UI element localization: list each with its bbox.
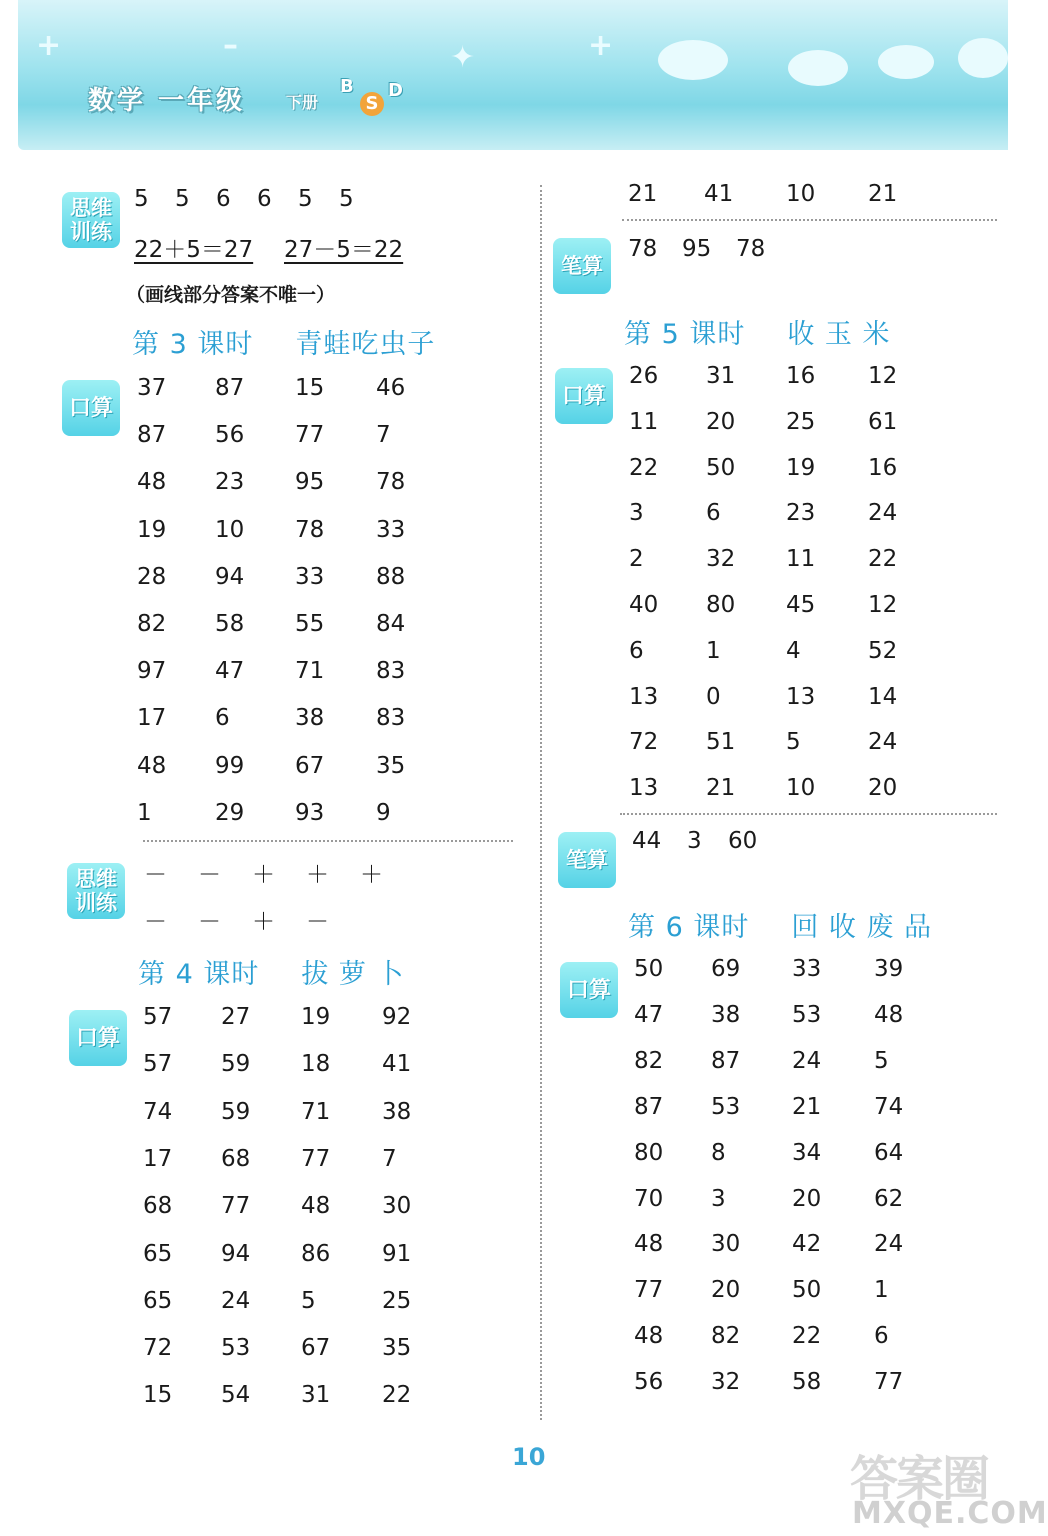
answer-cell: 78 <box>376 469 406 495</box>
sign-cell: － <box>198 862 221 888</box>
answer-cell: 14 <box>868 684 898 710</box>
answer-cell: 12 <box>868 363 898 389</box>
answer-cell: 87 <box>634 1094 664 1120</box>
mental-math-tag: 口算 <box>69 1010 127 1066</box>
answer-cell: 78 <box>736 236 766 262</box>
watermark-url: MXQE.COM <box>852 1496 1048 1531</box>
answer-cell: 5 <box>301 1288 316 1314</box>
answer-cell: 77 <box>874 1369 904 1395</box>
answer-cell: 86 <box>301 1241 331 1267</box>
answer-cell: 17 <box>137 705 167 731</box>
answer-cell: 82 <box>634 1048 664 1074</box>
lesson-5-title <box>624 312 891 351</box>
lesson-3-title <box>132 322 435 361</box>
answer-cell: 15 <box>143 1382 173 1408</box>
answer-cell: 62 <box>874 1186 904 1212</box>
answer-cell: 70 <box>634 1186 664 1212</box>
answer-cell: 6 <box>257 186 272 212</box>
answer-cell: 91 <box>382 1241 412 1267</box>
answer-cell: 87 <box>215 375 245 401</box>
written-calc-tag: 笔算 <box>553 238 611 294</box>
answer-cell: 48 <box>137 469 167 495</box>
answer-cell: 87 <box>137 422 167 448</box>
answer-cell: 61 <box>868 409 898 435</box>
lesson-number: 第 5 课时 <box>624 319 746 350</box>
answer-cell: 57 <box>143 1004 173 1030</box>
answer-cell: 12 <box>868 592 898 618</box>
answer-cell: 21 <box>628 181 658 207</box>
answer-cell: 5 <box>134 186 149 212</box>
answer-cell: 6 <box>874 1323 889 1349</box>
answer-cell: 16 <box>786 363 816 389</box>
answer-cell: 47 <box>215 658 245 684</box>
answer-cell: 92 <box>382 1004 412 1030</box>
answer-cell: 72 <box>143 1335 173 1361</box>
answer-cell: 6 <box>215 705 230 731</box>
answer-cell: 7 <box>376 422 391 448</box>
answer-cell: 68 <box>143 1193 173 1219</box>
answer-cell: 11 <box>629 409 659 435</box>
sign-cell: ＋ <box>306 862 329 888</box>
cloud-shape <box>958 38 1008 78</box>
answer-cell: 35 <box>382 1335 412 1361</box>
page-number: 10 <box>512 1443 546 1471</box>
answer-cell: 24 <box>792 1048 822 1074</box>
sign-cell: ＋ <box>252 862 275 888</box>
answer-cell: 68 <box>221 1146 251 1172</box>
answer-cell: 71 <box>301 1099 331 1125</box>
answer-cell: 52 <box>868 638 898 664</box>
answer-cell: 19 <box>786 455 816 481</box>
answer-cell: 13 <box>629 684 659 710</box>
answer-cell: 34 <box>792 1140 822 1166</box>
star-icon: ✦ <box>450 40 476 75</box>
answer-cell: 67 <box>301 1335 331 1361</box>
answer-cell: 77 <box>301 1146 331 1172</box>
answer-cell: 57 <box>143 1051 173 1077</box>
answer-cell: 25 <box>786 409 816 435</box>
answer-cell: 38 <box>711 1002 741 1028</box>
answer-cell: 58 <box>792 1369 822 1395</box>
answer-cell: 77 <box>295 422 325 448</box>
answer-cell: 22 <box>792 1323 822 1349</box>
answer-cell: 24 <box>874 1231 904 1257</box>
answer-cell: 3 <box>629 500 644 526</box>
lesson-number: 第 4 课时 <box>138 959 260 990</box>
answer-cell: 0 <box>706 684 721 710</box>
answer-cell: 53 <box>221 1335 251 1361</box>
answer-cell: 95 <box>295 469 325 495</box>
answer-cell: 48 <box>634 1231 664 1257</box>
answer-cell: 11 <box>786 546 816 572</box>
answer-cell: 7 <box>382 1146 397 1172</box>
answer-cell: 33 <box>376 517 406 543</box>
cloud-shape <box>878 45 934 79</box>
answer-cell: 19 <box>137 517 167 543</box>
answer-cell: 51 <box>706 729 736 755</box>
column-divider <box>540 185 542 1420</box>
sparkle-icon: + <box>588 28 614 63</box>
sparkle-icon: – <box>223 28 238 63</box>
answer-cell: 72 <box>629 729 659 755</box>
answer-cell: 21 <box>792 1094 822 1120</box>
answer-cell: 23 <box>786 500 816 526</box>
answer-cell: 47 <box>634 1002 664 1028</box>
answer-cell: 22 <box>382 1382 412 1408</box>
answer-cell: 84 <box>376 611 406 637</box>
answer-cell: 16 <box>868 455 898 481</box>
answer-cell: 33 <box>792 956 822 982</box>
sign-cell: ＋ <box>252 909 275 935</box>
answer-cell: 5 <box>786 729 801 755</box>
answer-cell: 88 <box>376 564 406 590</box>
answer-cell: 38 <box>295 705 325 731</box>
answer-cell: 10 <box>215 517 245 543</box>
written-calc-tag: 笔算 <box>558 832 616 888</box>
answer-cell: 33 <box>295 564 325 590</box>
answer-cell: 94 <box>215 564 245 590</box>
answer-cell: 13 <box>786 684 816 710</box>
answer-cell: 8 <box>711 1140 726 1166</box>
answer-note: （画线部分答案不唯一） <box>126 284 336 306</box>
answer-cell: 78 <box>295 517 325 543</box>
volume-label: 下册 <box>286 93 319 112</box>
mental-math-tag: 口算 <box>560 962 618 1018</box>
answer-cell: 31 <box>301 1382 331 1408</box>
thinking-training-tag: 思维训练 <box>62 192 120 248</box>
cloud-shape <box>788 50 848 86</box>
answer-cell: 69 <box>711 956 741 982</box>
answer-cell: 23 <box>215 469 245 495</box>
answer-cell: 38 <box>382 1099 412 1125</box>
lesson-6-title <box>628 905 932 944</box>
mental-math-tag: 口算 <box>555 368 613 424</box>
edition-letter: B <box>340 76 354 97</box>
answer-cell: 77 <box>634 1277 664 1303</box>
answer-cell: 6 <box>216 186 231 212</box>
answer-cell: 40 <box>629 592 659 618</box>
answer-cell: 20 <box>868 775 898 801</box>
sparkle-icon: + <box>36 28 62 63</box>
answer-cell: 97 <box>137 658 167 684</box>
answer-cell: 9 <box>376 800 391 826</box>
answer-cell: 60 <box>728 828 758 854</box>
lesson-name: 收 玉 米 <box>787 319 891 350</box>
answer-cell: 53 <box>711 1094 741 1120</box>
answer-cell: 55 <box>295 611 325 637</box>
answer-cell: 18 <box>301 1051 331 1077</box>
answer-cell: 74 <box>874 1094 904 1120</box>
answer-cell: 20 <box>792 1186 822 1212</box>
answer-cell: 59 <box>221 1099 251 1125</box>
answer-cell: 46 <box>376 375 406 401</box>
sign-cell: ＋ <box>360 862 383 888</box>
answer-cell: 44 <box>632 828 662 854</box>
answer-cell: 31 <box>706 363 736 389</box>
answer-cell: 28 <box>137 564 167 590</box>
answer-cell: 48 <box>301 1193 331 1219</box>
answer-cell: 48 <box>634 1323 664 1349</box>
answer-cell: 3 <box>687 828 702 854</box>
answer-cell: 50 <box>634 956 664 982</box>
answer-cell: 2 <box>629 546 644 572</box>
answer-cell: 10 <box>786 181 816 207</box>
answer-cell: 6 <box>706 500 721 526</box>
answer-cell: 93 <box>295 800 325 826</box>
answer-cell: 56 <box>634 1369 664 1395</box>
thinking-training-tag: 思维训练 <box>67 863 125 919</box>
answer-cell: 53 <box>792 1002 822 1028</box>
answer-cell: 64 <box>874 1140 904 1166</box>
answer-cell: 24 <box>868 500 898 526</box>
answer-cell: 48 <box>874 1002 904 1028</box>
answer-cell: 65 <box>143 1288 173 1314</box>
answer-cell: 41 <box>704 181 734 207</box>
answer-cell: 5 <box>175 186 190 212</box>
answer-cell: 67 <box>295 753 325 779</box>
answer-cell: 32 <box>706 546 736 572</box>
section-divider <box>143 840 513 842</box>
section-divider <box>620 813 997 815</box>
answer-cell: 26 <box>629 363 659 389</box>
answer-cell: 41 <box>382 1051 412 1077</box>
answer-cell: 22 <box>629 455 659 481</box>
answer-cell: 77 <box>221 1193 251 1219</box>
answer-cell: 94 <box>221 1241 251 1267</box>
answer-cell: 45 <box>786 592 816 618</box>
answer-cell: 24 <box>221 1288 251 1314</box>
page-header-title: 数学 一年级 <box>88 86 246 116</box>
answer-cell: 27 <box>221 1004 251 1030</box>
answer-cell: 82 <box>711 1323 741 1349</box>
edition-letter: D <box>388 80 403 101</box>
equation: 22＋5＝27 <box>134 237 254 263</box>
answer-cell: 83 <box>376 658 406 684</box>
answer-cell: 6 <box>629 638 644 664</box>
mental-math-tag: 口算 <box>62 380 120 436</box>
answer-cell: 80 <box>706 592 736 618</box>
answer-cell: 17 <box>143 1146 173 1172</box>
answer-cell: 50 <box>706 455 736 481</box>
answer-cell: 29 <box>215 800 245 826</box>
answer-cell: 54 <box>221 1382 251 1408</box>
answer-cell: 19 <box>301 1004 331 1030</box>
answer-cell: 5 <box>298 186 313 212</box>
answer-cell: 99 <box>215 753 245 779</box>
answer-cell: 30 <box>382 1193 412 1219</box>
answer-cell: 74 <box>143 1099 173 1125</box>
lesson-name: 回 收 废 品 <box>791 912 933 943</box>
answer-cell: 65 <box>143 1241 173 1267</box>
lesson-number: 第 6 课时 <box>628 912 750 943</box>
answer-cell: 95 <box>682 236 712 262</box>
sign-cell: － <box>144 909 167 935</box>
answer-cell: 83 <box>376 705 406 731</box>
answer-cell: 13 <box>629 775 659 801</box>
answer-cell: 87 <box>711 1048 741 1074</box>
answer-cell: 21 <box>706 775 736 801</box>
header-banner <box>18 0 1008 150</box>
answer-cell: 1 <box>874 1277 889 1303</box>
answer-cell: 25 <box>382 1288 412 1314</box>
answer-cell: 37 <box>137 375 167 401</box>
answer-cell: 35 <box>376 753 406 779</box>
answer-cell: 4 <box>786 638 801 664</box>
answer-cell: 39 <box>874 956 904 982</box>
answer-cell: 24 <box>868 729 898 755</box>
answer-cell: 42 <box>792 1231 822 1257</box>
sign-cell: － <box>306 909 329 935</box>
answer-cell: 58 <box>215 611 245 637</box>
equation: 27－5＝22 <box>284 237 404 263</box>
answer-cell: 22 <box>868 546 898 572</box>
lesson-name: 青蛙吃虫子 <box>295 329 436 360</box>
answer-cell: 50 <box>792 1277 822 1303</box>
answer-cell: 5 <box>874 1048 889 1074</box>
cloud-shape <box>658 40 728 80</box>
answer-cell: 59 <box>221 1051 251 1077</box>
answer-cell: 1 <box>706 638 721 664</box>
answer-cell: 21 <box>868 181 898 207</box>
answer-cell: 32 <box>711 1369 741 1395</box>
answer-cell: 10 <box>786 775 816 801</box>
answer-cell: 5 <box>339 186 354 212</box>
answer-cell: 80 <box>634 1140 664 1166</box>
answer-cell: 48 <box>137 753 167 779</box>
edition-letter: S <box>360 92 384 116</box>
sign-cell: － <box>198 909 221 935</box>
lesson-name: 拔 萝 卜 <box>301 959 405 990</box>
answer-cell: 56 <box>215 422 245 448</box>
watermark-logo: 答案圈 <box>850 1451 989 1507</box>
lesson-4-title <box>138 952 405 991</box>
section-divider <box>622 219 997 221</box>
lesson-number: 第 3 课时 <box>132 329 254 360</box>
answer-cell: 71 <box>295 658 325 684</box>
answer-cell: 20 <box>711 1277 741 1303</box>
answer-cell: 3 <box>711 1186 726 1212</box>
answer-cell: 30 <box>711 1231 741 1257</box>
answer-cell: 20 <box>706 409 736 435</box>
sign-cell: － <box>144 862 167 888</box>
answer-cell: 82 <box>137 611 167 637</box>
answer-cell: 1 <box>137 800 152 826</box>
answer-cell: 15 <box>295 375 325 401</box>
answer-cell: 78 <box>628 236 658 262</box>
